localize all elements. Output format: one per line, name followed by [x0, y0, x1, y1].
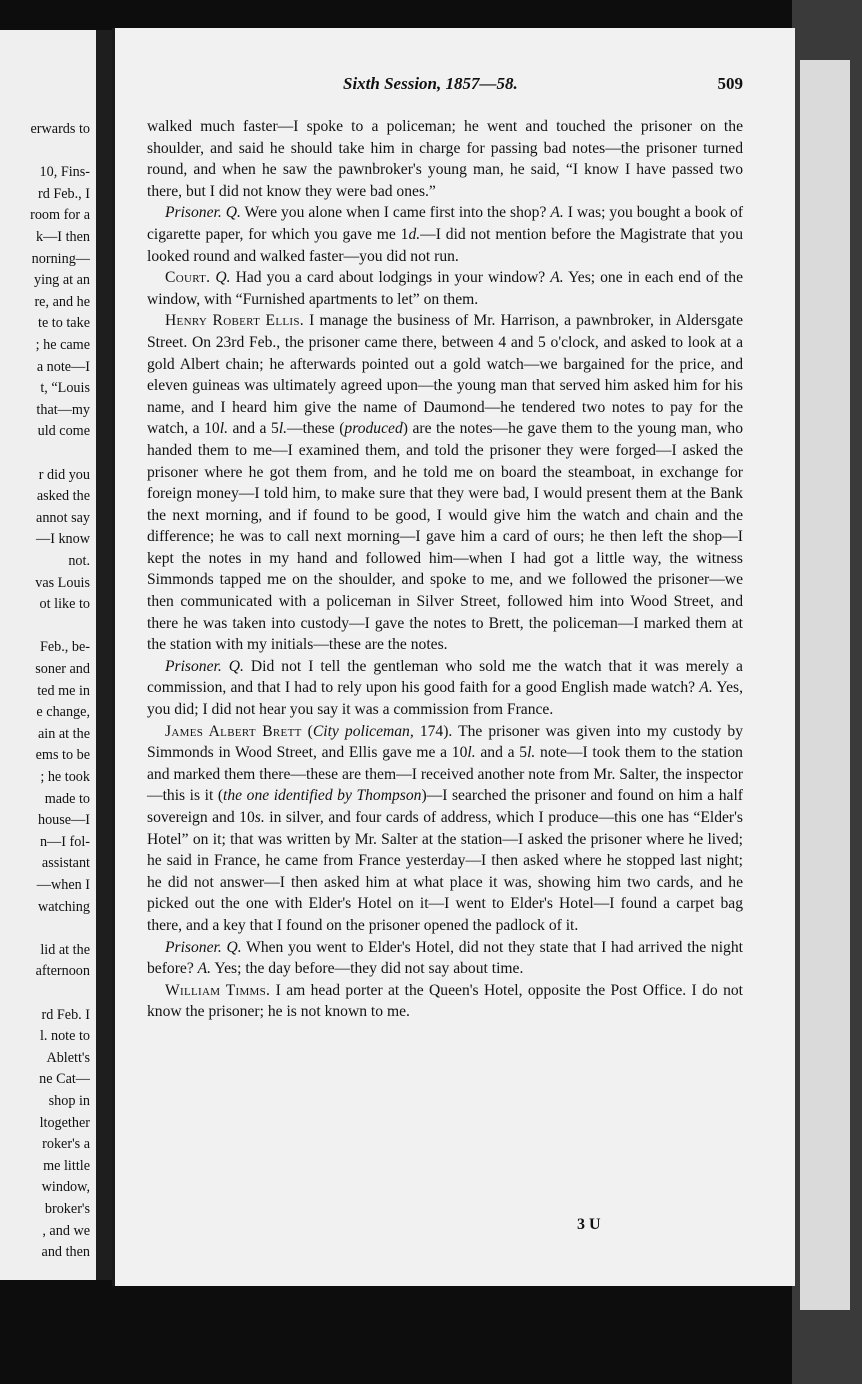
text-run: 174). The prisoner was given into my custody by Simmonds in Wood Street, and Ellis gave me a 10 [147, 722, 743, 762]
left-page-line: assistant [41, 855, 90, 872]
left-page-line: that—my [36, 401, 90, 418]
text-run: Q. [225, 204, 241, 222]
text-run: note—I took them to the station and marked them there—these are them—I received another note from Mr. Salter, the inspector—this is it ( [147, 744, 743, 805]
testimony-paragraph [147, 310, 743, 656]
text-run: —I did not mention before the Magistrate that you looked round and walked faster—you did not run. [147, 225, 743, 265]
left-page-line: watching [37, 898, 90, 915]
left-page-line: vas Louis [35, 574, 90, 591]
speaker-name: William Timms. [165, 981, 271, 999]
text-run: —these ( [287, 420, 345, 438]
testimony-paragraph [147, 721, 743, 937]
left-page-line: shop in [48, 1093, 90, 1109]
left-page-line: Ablett's [46, 1049, 90, 1066]
left-page-line: window, [41, 1179, 90, 1196]
text-run [222, 658, 229, 675]
left-page-line: a note—I [36, 358, 90, 375]
text-run: l. [527, 744, 536, 762]
left-page-line: , and we [42, 1222, 90, 1239]
testimony-paragraph [147, 202, 743, 267]
left-page-line: uld come [37, 423, 90, 440]
text-run: City policeman, [312, 722, 414, 740]
text-run: A. [197, 960, 212, 978]
text-run: Q. [215, 269, 231, 287]
testimony-paragraph [147, 937, 743, 980]
left-page-line: ltogether [39, 1114, 90, 1131]
text-run: Did not I tell the gentleman who sold me the watch that it was merely a commission, and that I had to rely upon his good faith for a good English made watch? [147, 657, 743, 697]
left-page-line: lid at the [40, 941, 90, 958]
text-run: A. [550, 204, 564, 222]
text-run: l. [467, 744, 476, 762]
text-run: the one identified by Thompson [223, 787, 422, 805]
left-page-line: Feb., be- [39, 639, 90, 656]
speaker-name: Court. [165, 269, 211, 287]
left-page-line: ems to be [35, 747, 90, 764]
running-title: Sixth Session, 1857—58. [343, 74, 518, 93]
text-run: produced [344, 420, 403, 438]
left-page-line: norning— [31, 250, 90, 267]
left-page-line: ted me in [37, 682, 90, 699]
page-body [147, 116, 743, 1023]
main-page [112, 28, 795, 1286]
left-page-line: re, and he [34, 293, 90, 310]
text-run: Yes, you did; I did not hear you say it was a commission from France. [147, 679, 743, 719]
text-run: I am head porter at the Queen's Hotel, opposite the Post Office. I do not know the prisoner; he is not known to me. [147, 981, 743, 1021]
left-page-line: room for a [30, 207, 90, 224]
text-run: I manage the business of Mr. Harrison, a pawnbroker, in Aldersgate Street. On 23rd Feb., the prisoner came there, between 4 and 5 o'clock, and asked to look at a gold Albert chain; he afterwards pointed out a gold watch—we bargained for the price, and eleven guineas was ultimately agreed upon—the young man that served him asked him for his name, and I heard him give the name of Daumond—he tendered two notes to pay for the watch, a 10 [147, 312, 743, 438]
speaker-name: Prisoner. [165, 204, 222, 222]
speaker-name: Henry Robert Ellis. [165, 312, 304, 330]
left-page-line: —I know [36, 531, 90, 548]
printer-signature-mark: 3 U [577, 1216, 601, 1233]
left-page-line: l. note to [39, 1028, 90, 1045]
text-run: I was; you bought a book of cigarette paper, for which you gave me 1 [147, 204, 744, 243]
text-run: When you went to Elder's Hotel, did not they state that I had arrived the night before? [147, 938, 743, 978]
left-page-line: t, “Louis [40, 380, 90, 397]
left-page-line: erwards to [30, 121, 90, 137]
left-page-line: roker's a [42, 1136, 90, 1153]
left-page-line: —when I [36, 877, 90, 893]
left-page-line: asked the [36, 488, 90, 505]
text-run: A. [699, 679, 713, 697]
running-header [115, 74, 743, 100]
left-page-fragment [0, 30, 96, 1280]
left-page-line: soner and [35, 661, 90, 677]
left-page-line: ot like to [39, 596, 90, 613]
speaker-name: Prisoner. [165, 657, 222, 675]
left-page-line: and then [41, 1244, 90, 1261]
text-run: ) are the notes—he gave them to the young man, who handed them to me—I examined them, and told the prisoner they were forged—I asked the prisoner where he got them from, and he told me on board the steamboat, in exchange for foreign money—I told him, to make sure that they were bad, I would present them at the Bank the next morning, and if found to be good, I would give him the watch and chain and the difference; he was to call next morning—I gave him a card of ours; he then left the shop—I kept the notes in my hand and followed him—when I had got a little way, the witness Simmonds tapped me on the shoulder, and spoke to me, and we followed the prisoner—we then communicated with a policeman in Silver Street, followed him into Wood Street, and there he was taken into custody—I gave the notes to Brett, the policeman—I marked them at the station with my initials—these are the notes. [147, 420, 743, 654]
text-run: )—I searched the prisoner and found on him a half sovereign and 10 [147, 787, 744, 826]
left-page-line: rd Feb., I [37, 185, 90, 202]
left-page-line: afternoon [35, 963, 90, 980]
testimony-paragraph [147, 267, 743, 310]
text-run: and a 5 [475, 744, 528, 762]
text-run: Were you alone when I came first into the shop? [240, 204, 551, 222]
left-page-line: not. [68, 553, 90, 569]
left-page-line: ; he came [35, 337, 90, 353]
left-page-line: e change, [36, 704, 90, 721]
left-page-line: te to take [38, 315, 90, 332]
left-page-line: ne Cat— [39, 1071, 90, 1088]
speaker-name: Prisoner. [165, 938, 222, 956]
text-run: Q. [228, 657, 244, 675]
left-page-line: 10, Fins- [39, 164, 90, 181]
text-run: d. [408, 225, 421, 243]
left-page-line: made to [44, 790, 90, 807]
text-run: l. [219, 420, 228, 438]
left-page-line: me little [43, 1157, 90, 1174]
text-run: A. [550, 269, 564, 287]
text-run: ( [301, 722, 313, 740]
text-run: and a 5 [227, 420, 279, 438]
text-run: walked much faster—I spoke to a policeman; he went and touched the prisoner on the shoulder, and said he should take him in charge for passing bad notes—the prisoner turned round, and when he saw the pawnbroker's young man, he said, “I know I have passed two there, but I did not know they were bad ones.” [147, 118, 743, 200]
text-run: l. [278, 420, 288, 438]
left-page-line: broker's [44, 1201, 90, 1217]
left-page-line: annot say [36, 509, 90, 526]
text-run: Q. [226, 938, 242, 956]
left-page-line: house—I [37, 812, 90, 829]
text-run: Yes; one in each end of the window, with “Furnished apartments to let” on them. [147, 269, 743, 308]
testimony-paragraph [147, 980, 743, 1023]
speaker-name: James Albert Brett [165, 722, 302, 740]
left-page-line: ying at an [34, 272, 90, 289]
text-run: in silver, and four cards of address, which I produce—this one has “Elder's Hotel” on it; that was written by Mr. Salter at the station—I asked the prisoner where he lived; he said in France, he came from France yesterday—I then asked where he stopped last night; he did not answer—I then asked him at what place it was, showing him two cards, and he picked out the one with Elder's Hotel on it—I went to Elder's Hotel—I found a carpet bag there, and a key that I found on the prisoner opened the padlock of it. [147, 809, 744, 934]
left-page-line: ain at the [38, 725, 90, 742]
text-run: Yes; the day before—they did not say about time. [211, 960, 524, 978]
left-page-line: k—I then [36, 229, 90, 245]
left-page-line: r did you [38, 466, 90, 483]
next-page-edge [800, 60, 850, 1310]
text-run: Had you a card about lodgings in your window? [230, 269, 551, 287]
testimony-paragraph [147, 656, 743, 721]
left-page-line: rd Feb. I [41, 1006, 90, 1023]
left-page-line: n—I fol- [39, 833, 90, 850]
page-number: 509 [717, 74, 743, 93]
text-run: s. [254, 809, 265, 826]
book-gutter [96, 30, 112, 1280]
testimony-paragraph [147, 116, 743, 202]
left-page-line: ; he took [40, 769, 90, 785]
